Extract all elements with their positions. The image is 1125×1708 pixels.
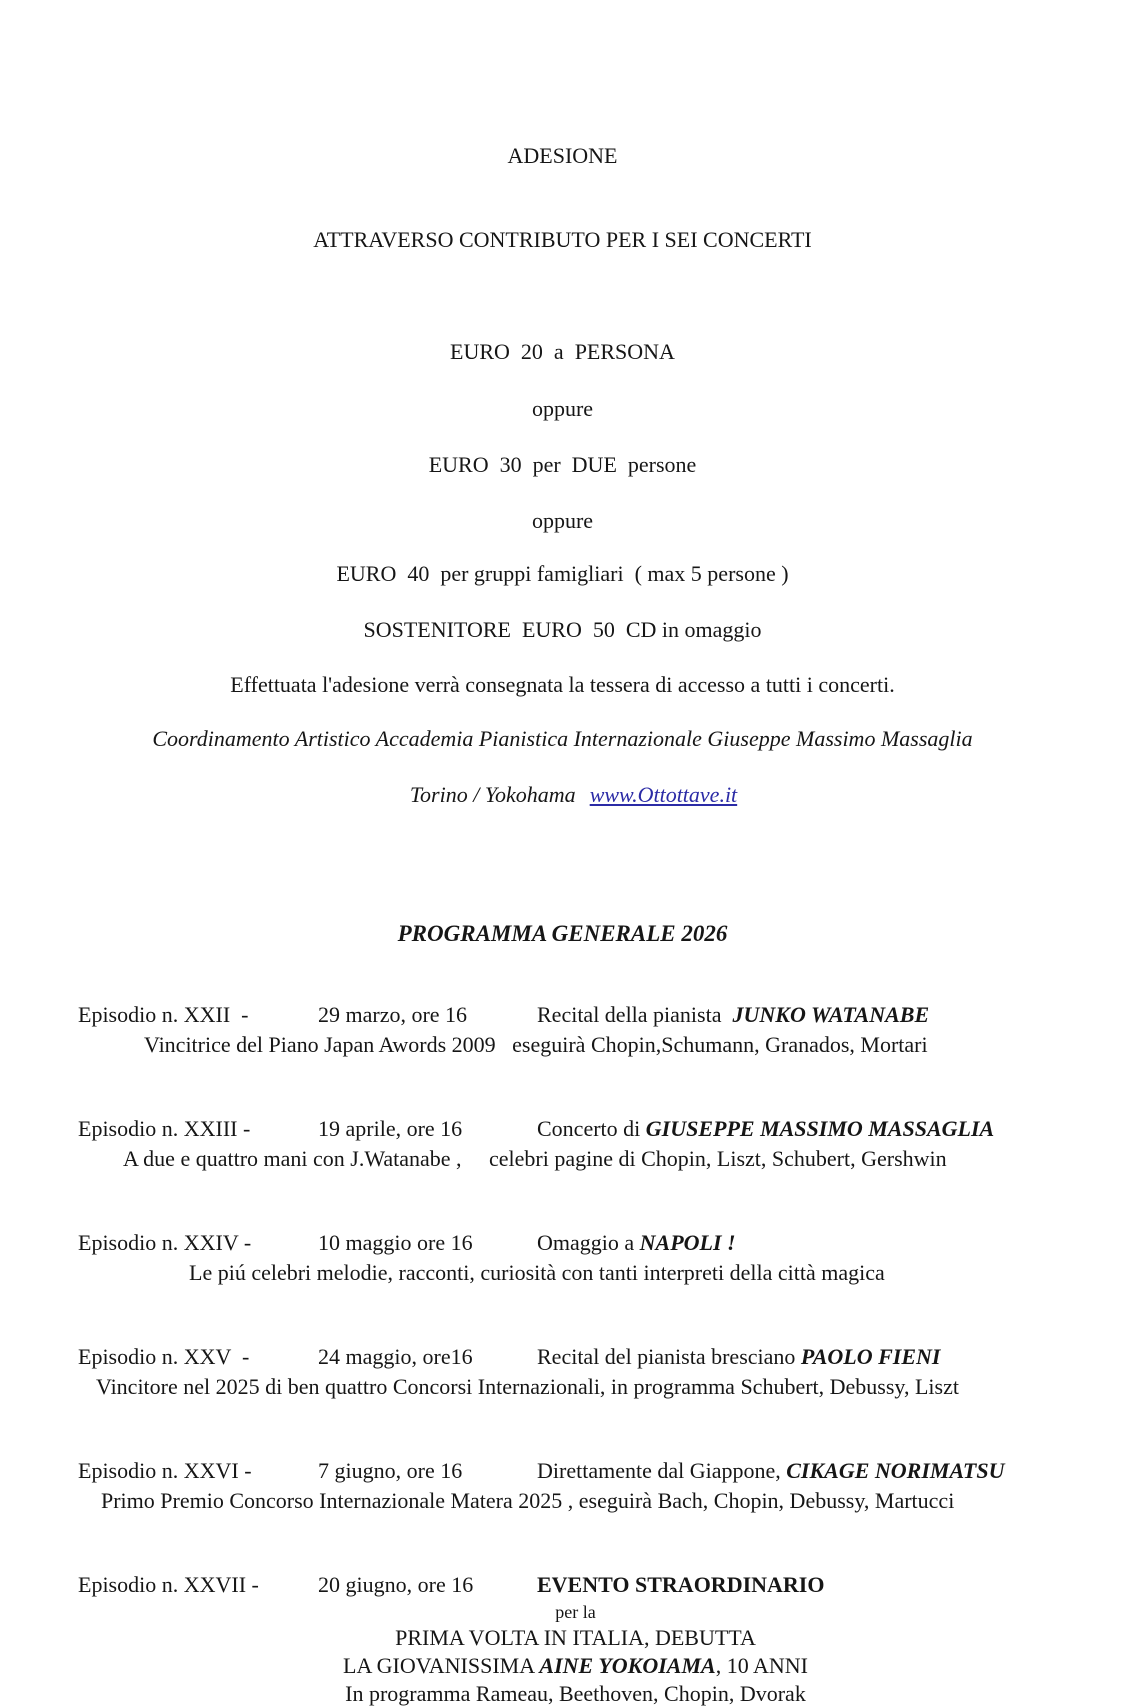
membership-title xyxy=(0,86,1125,310)
artist-name: CIKAGE NORIMATSU xyxy=(786,1458,1005,1483)
episode-description xyxy=(537,1570,1125,1600)
episode-item-xxii xyxy=(0,1000,1125,1060)
episode-description xyxy=(537,1456,1125,1486)
episode-line1 xyxy=(0,1114,1125,1144)
episode-label: Episodio n. XXV - xyxy=(78,1344,250,1369)
special-event-subline-2: PRIMA VOLTA IN ITALIA, DEBUTTA xyxy=(395,1625,756,1650)
episode-date: 20 giugno, ore 16 xyxy=(318,1572,474,1597)
special-event-subline-3 xyxy=(0,1652,1125,1680)
coordination-line1: Coordinamento Artistico Accademia Pianistica Internazionale Giuseppe Massimo Massaglia xyxy=(152,726,973,751)
membership-title-line2: ATTRAVERSO CONTRIBUTO PER I SEI CONCERTI xyxy=(313,227,812,252)
episode-label: Episodio n. XXIII - xyxy=(78,1116,251,1141)
or-separator-1: oppure xyxy=(531,396,594,421)
price-two-persons: EURO 30 per DUE persone xyxy=(428,452,697,477)
episode-description xyxy=(537,1342,1125,1372)
episode-description xyxy=(537,1228,1125,1258)
membership-note: Effettuata l'adesione verrà consegnata la tessera di accesso a tutti i concerti. xyxy=(230,672,895,697)
episode-label: Episodio n. XXVI - xyxy=(78,1458,252,1483)
episode-label: Episodio n. XXVII - xyxy=(78,1572,259,1597)
episode-date: 19 aprile, ore 16 xyxy=(318,1116,463,1141)
or-separator-2: oppure xyxy=(531,508,594,533)
special-event-subline-3-prefix: LA GIOVANISSIMA xyxy=(343,1653,540,1678)
episode-description xyxy=(537,1114,1125,1144)
episode-item-xxvi xyxy=(0,1456,1125,1516)
episode-item-xxvii xyxy=(0,1570,1125,1708)
coordination-line2 xyxy=(0,753,1125,837)
artist-name: NAPOLI ! xyxy=(639,1230,736,1255)
episode-label: Episodio n. XXIV - xyxy=(78,1230,252,1255)
episode-detail: Vincitrice del Piano Japan Awords 2009 eseguirà Chopin,Schumann, Granados, Mortari xyxy=(144,1032,928,1057)
artist-name: JUNKO WATANABE xyxy=(732,1002,930,1027)
membership-title-line1: ADESIONE xyxy=(507,143,618,168)
episode-date: 29 marzo, ore 16 xyxy=(318,1002,468,1027)
episode-description-prefix: Recital della pianista xyxy=(537,1002,733,1027)
website-link[interactable]: www.Ottottave.it xyxy=(589,782,738,807)
episode-detail: Le piú celebri melodie, racconti, curiosità con tanti interpreti della città magica xyxy=(189,1260,885,1285)
price-per-person: EURO 20 a PERSONA xyxy=(450,339,675,364)
price-family-group: EURO 40 per gruppi famigliari ( max 5 persone ) xyxy=(336,561,789,586)
episode-item-xxiii xyxy=(0,1114,1125,1174)
episode-date: 7 giugno, ore 16 xyxy=(318,1458,463,1483)
episode-line1 xyxy=(0,1570,1125,1600)
special-event-subline-3-suffix: , 10 ANNI xyxy=(715,1653,808,1678)
episode-item-xxv xyxy=(0,1342,1125,1402)
special-event-subline-4: In programma Rameau, Beethoven, Chopin, Dvorak xyxy=(345,1681,806,1706)
episode-description-prefix: Omaggio a xyxy=(537,1230,640,1255)
episode-label: Episodio n. XXII - xyxy=(78,1002,249,1027)
supporter-price: SOSTENITORE EURO 50 CD in omaggio xyxy=(363,617,762,642)
episode-line1 xyxy=(0,1456,1125,1486)
program-title: PROGRAMMA GENERALE 2026 xyxy=(397,921,728,946)
episode-detail: Vincitore nel 2025 di ben quattro Concorsi Internazionali, in programma Schubert, Debussy, Liszt xyxy=(96,1374,959,1399)
episode-detail: Primo Premio Concorso Internazionale Matera 2025 , eseguirà Bach, Chopin, Debussy, Martucci xyxy=(101,1488,955,1513)
episode-description-prefix: Recital del pianista bresciano xyxy=(537,1344,801,1369)
episode-line1 xyxy=(0,1000,1125,1030)
special-event-subline-1: per la xyxy=(555,1602,596,1622)
artist-name: PAOLO FIENI xyxy=(800,1344,941,1369)
episode-line1 xyxy=(0,1342,1125,1372)
episode-detail: A due e quattro mani con J.Watanabe , celebri pagine di Chopin, Liszt, Schubert, Gershwin xyxy=(123,1146,947,1171)
episode-description xyxy=(537,1000,1125,1030)
artist-name: AINE YOKOIAMA xyxy=(539,1653,716,1678)
episode-line1 xyxy=(0,1228,1125,1258)
episode-date: 10 maggio ore 16 xyxy=(318,1230,473,1255)
artist-name: GIUSEPPE MASSIMO MASSAGLIA xyxy=(645,1116,995,1141)
episode-description-prefix: Direttamente dal Giappone, xyxy=(537,1458,787,1483)
coordination-cities: Torino / Yokohama xyxy=(409,782,576,807)
program-episode-list xyxy=(0,1000,1125,1708)
episode-item-xxiv xyxy=(0,1228,1125,1288)
special-event-title: EVENTO STRAORDINARIO xyxy=(537,1572,825,1597)
episode-description-prefix: Concerto di xyxy=(537,1116,646,1141)
episode-date: 24 maggio, ore16 xyxy=(318,1344,473,1369)
